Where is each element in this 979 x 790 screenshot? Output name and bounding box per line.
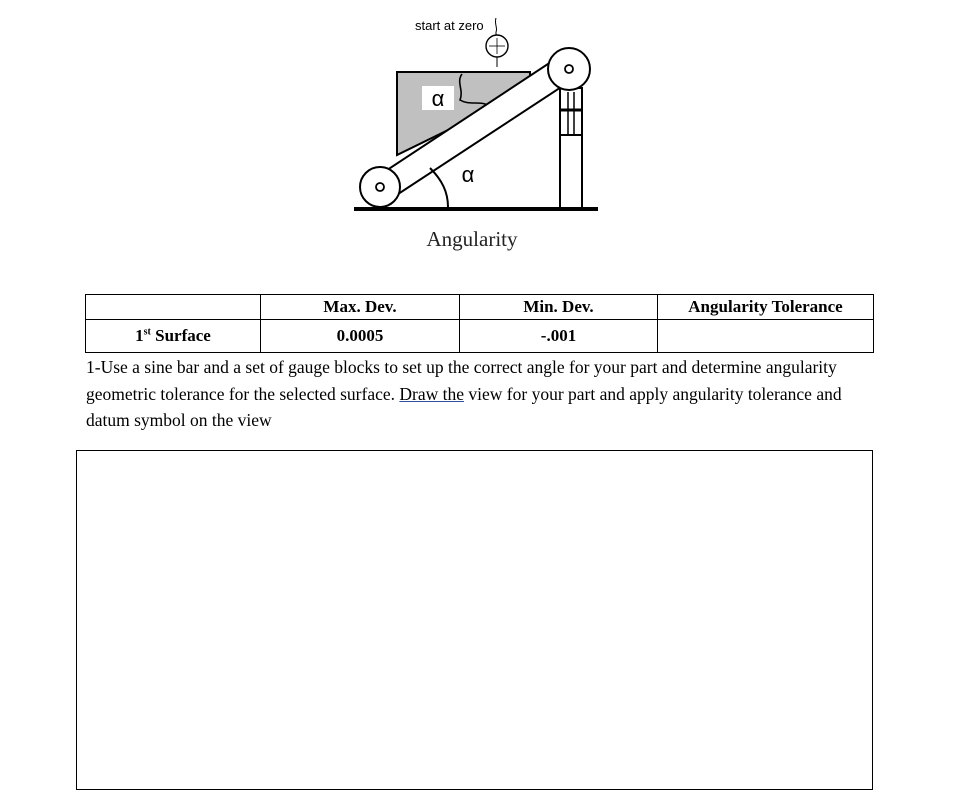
draw-the-underlined: Draw the <box>399 383 465 404</box>
table-header-cell: Max. Dev. <box>261 295 460 320</box>
row-label-text: Surface <box>150 326 211 345</box>
tolerance-cell[interactable] <box>658 320 874 353</box>
drawing-answer-box[interactable] <box>76 450 873 790</box>
instructions-paragraph <box>86 354 886 434</box>
table-header-row <box>86 295 874 320</box>
table-row <box>86 320 874 353</box>
alpha-top-label: α <box>431 86 445 111</box>
roller-hole-icon <box>376 183 384 191</box>
deviation-table <box>85 294 874 353</box>
angle-arc-bottom <box>430 168 448 207</box>
max-dev-cell: 0.0005 <box>261 320 460 353</box>
row-label-cell <box>86 320 261 353</box>
instructions-text-end: view for your part and apply angularity tolerance and datum symbol on the view <box>86 383 842 430</box>
table-header-cell: Min. Dev. <box>460 295 658 320</box>
start-at-zero-label: start at zero <box>415 18 484 33</box>
gauge-block-stack <box>560 88 582 208</box>
sine-bar-figure <box>340 10 620 260</box>
min-dev-cell: -.001 <box>460 320 658 353</box>
figure-caption: Angularity <box>426 227 518 251</box>
row-label-number: 1 <box>135 326 144 345</box>
roller-hole-icon <box>565 65 573 73</box>
alpha-bottom-label: α <box>461 162 475 187</box>
table-header-cell <box>86 295 261 320</box>
row-label-suffix: st <box>143 326 151 338</box>
sine-bar-diagram <box>340 10 620 260</box>
instructions-text: 1-Use a sine bar and a set of gauge blocks to set up the correct angle for your part and determine angularity geometric tolerance for the selected surface. <box>86 357 837 404</box>
table-header-cell: Angularity Tolerance <box>658 295 874 320</box>
